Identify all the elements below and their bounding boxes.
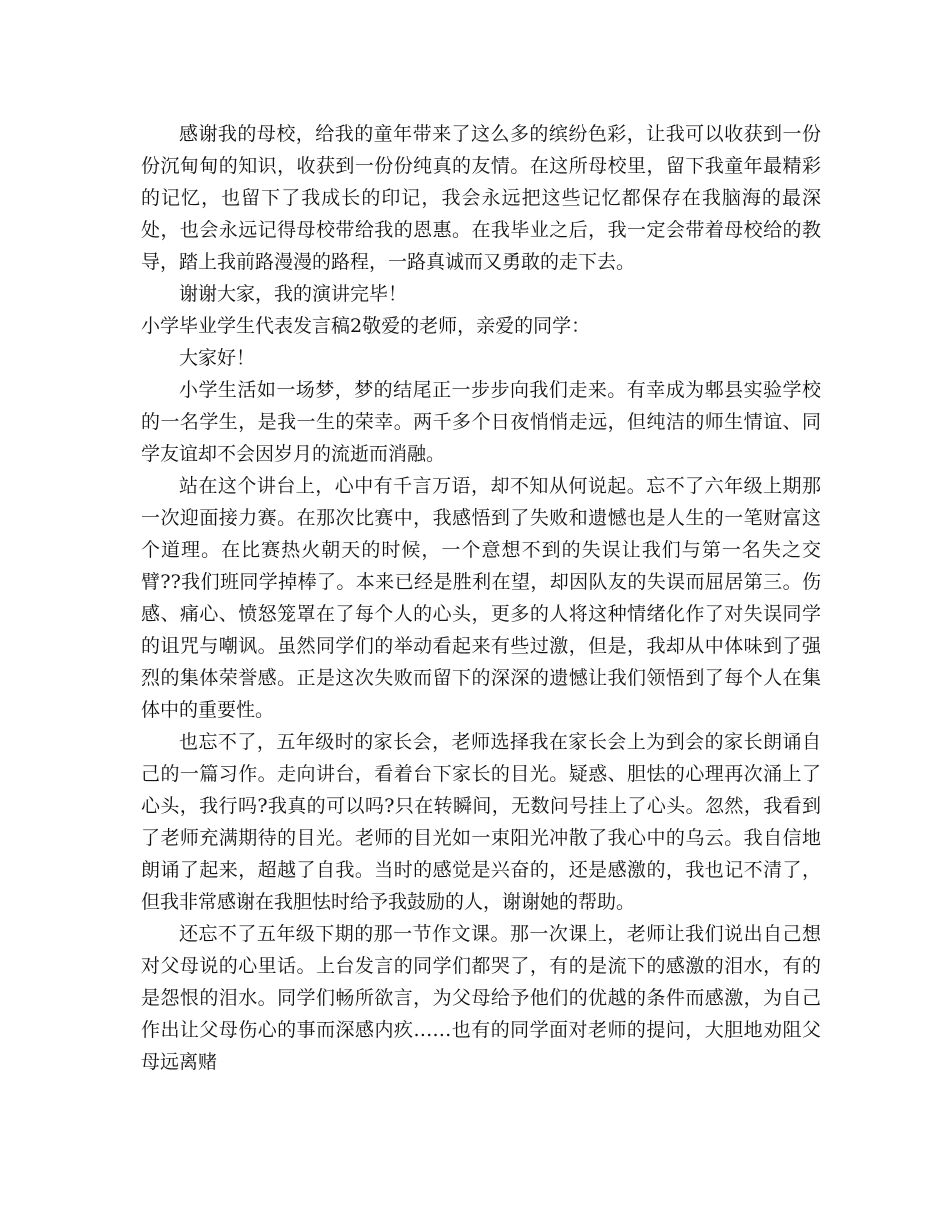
greeting: 大家好！ bbox=[179, 347, 256, 369]
paragraph-6: 站在这个讲台上，心中有千言万语，却不知从何说起。忘不了六年级上期那一次迎面接力赛。在那次比赛中，我感悟到了失败和遗憾也是人生的一笔财富这个道理。在比赛热火朝天的时候，一个意想不到的失误让我们与第一名失之交臂??我们班同学掉棒了。本来已经是胜利在望，却因队友的失误而屈居第三。伤感、痛心、愤怒笼罩在了每个人的心头，更多的人将这种情绪化作了对失误同学的诅咒与嘲讽。虽然同学们的举动看起来有些过激，但是，我却从中体味到了强烈的集体荣誉感。正是这次失败而留下的深深的遗憾让我们领悟到了每个人在集体中的重要性。 bbox=[141, 475, 821, 721]
paragraph-7: 也忘不了，五年级时的家长会，老师选择我在家长会上为到会的家长朗诵自己的一篇习作。走向讲台，看着台下家长的目光。疑惑、胆怯的心理再次涌上了心头，我行吗?我真的可以吗?只在转瞬间，无数问号挂上了心头。忽然，我看到了老师充满期待的目光。老师的目光如一束阳光冲散了我心中的乌云。我自信地朗诵了起来，超越了自我。当时的感觉是兴奋的，还是感激的，我也记不清了，但我非常感谢在我胆怯时给予我鼓励的人，谢谢她的帮助。 bbox=[141, 731, 821, 913]
paragraph-2-closing: 谢谢大家，我的演讲完毕！ bbox=[179, 283, 408, 305]
speech-2-heading: 小学毕业学生代表发言稿2敬爱的老师，亲爱的同学： bbox=[141, 315, 591, 337]
paragraph-8: 还忘不了五年级下期的那一节作文课。那一次课上，老师让我们说出自己想对父母说的心里话。上台发言的同学们都哭了，有的是流下的感激的泪水，有的是怨恨的泪水。同学们畅所欲言，为父母给予他们的优越的条件而感激，为自己作出让父母伤心的事而深感内疚……也有的同学面对老师的提问，大胆地劝阻父母远离赌 bbox=[141, 923, 821, 1073]
paragraph-5: 小学生活如一场梦，梦的结尾正一步步向我们走来。有幸成为郫县实验学校的一名学生，是我一生的荣幸。两千多个日夜悄悄走远，但纯洁的师生情谊、同学友谊却不会因岁月的流逝而消融。 bbox=[141, 379, 821, 465]
document-body bbox=[141, 118, 821, 1078]
paragraph-1: 感谢我的母校，给我的童年带来了这么多的缤纷色彩，让我可以收获到一份份沉甸甸的知识，收获到一份份纯真的友情。在这所母校里，留下我童年最精彩的记忆，也留下了我成长的印记，我会永远把这些记忆都保存在我脑海的最深处，也会永远记得母校带给我的恩惠。在我毕业之后，我一定会带着母校给的教导，踏上我前路漫漫的路程，一路真诚而又勇敢的走下去。 bbox=[141, 123, 821, 273]
